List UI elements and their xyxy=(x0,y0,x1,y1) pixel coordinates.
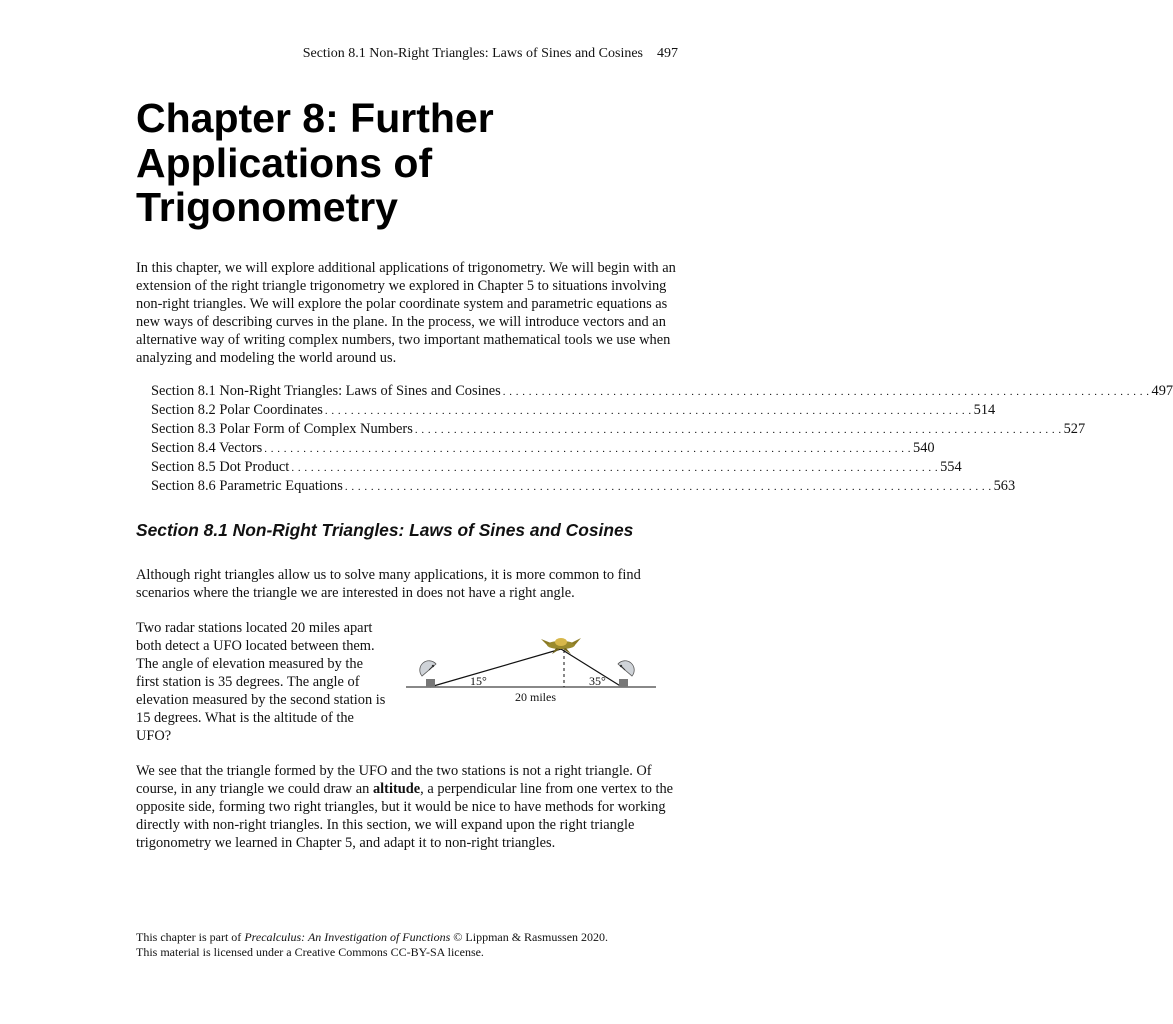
left-sight-line xyxy=(430,649,561,687)
page-number: 497 xyxy=(657,46,678,61)
paragraph-text: We see that the triangle formed by the UFO and the two stations is not a right triangle. Of course, in any triangle we could draw an xyxy=(136,763,652,797)
toc-entry-8-4[interactable] xyxy=(151,439,935,459)
section-paragraph: Although right triangles allow us to solve many applications, it is more common to find scenarios where the triangle we are interested in does not have a right angle. xyxy=(136,567,641,601)
left-radar-station-icon xyxy=(420,661,436,687)
toc-entry-label: Section 8.5 Dot Product xyxy=(151,458,290,475)
toc-entry-page: 527 xyxy=(1063,420,1086,437)
book-title: Precalculus: An Investigation of Functions xyxy=(244,930,451,944)
distance-label: 20 miles xyxy=(515,690,556,704)
running-header-title: Section 8.1 Non-Right Triangles: Laws of Sines and Cosines xyxy=(302,46,643,61)
footer-text: This chapter is part of xyxy=(136,930,245,944)
toc-entry-label: Section 8.1 Non-Right Triangles: Laws of Sines and Cosines xyxy=(151,383,501,399)
altitude-term: altitude xyxy=(372,781,421,797)
toc-entry-label: Section 8.4 Vectors xyxy=(151,439,263,456)
angle-label-left: 15° xyxy=(470,674,487,688)
chapter-intro: In this chapter, we will explore additional applications of trigonometry. We will begin with an extension of the right triangle trigonometry we explored in Chapter 5 to situations involving non-right triangles. We will explore the polar coordinate system and parametric equations as new ways of describing curves in the plane. In the process, we will introduce vectors and an alternative way of writing complex numbers, two important mathematical tools we use when analyzing and modeling the world around us. xyxy=(136,260,676,366)
toc-entry-8-6[interactable] xyxy=(151,477,1016,497)
chapter-title: Chapter 8: Further Applications of Trigonometry xyxy=(136,95,494,230)
license-footer xyxy=(136,930,696,960)
toc-leader-dots: . . . . . . . . . . . . . . . . . . . . . . . . . . . . . . . . . . . . . . . . . . . . . . . . . . . . . . . . . . . . . . . . . . . . . . . . . . . . . . . . . . . . . . . . . . . . . . . . . . . . xyxy=(291,461,939,474)
toc-entry-8-2[interactable] xyxy=(151,401,996,421)
toc-entry-label: Section 8.2 Polar Coordinates xyxy=(151,401,323,418)
toc-entry-8-1[interactable] xyxy=(151,383,1173,402)
ufo-problem-text: Two radar stations located 20 miles apart both detect a UFO located between them. The angle of elevation measured by the first station is 35 degrees. The angle of elevation measured by the second station is 15 degrees. What is the altitude of the UFO? xyxy=(136,620,386,744)
toc-leader-dots: . . . . . . . . . . . . . . . . . . . . . . . . . . . . . . . . . . . . . . . . . . . . . . . . . . . . . . . . . . . . . . . . . . . . . . . . . . . . . . . . . . . . . . . . . . . . . . . . . . . . xyxy=(414,423,1062,436)
section-heading: Section 8.1 Non-Right Triangles: Laws of Sines and Cosines xyxy=(136,520,634,540)
angle-label-right: 35° xyxy=(589,674,606,688)
toc-leader-dots: . . . . . . . . . . . . . . . . . . . . . . . . . . . . . . . . . . . . . . . . . . . . . . . . . . . . . . . . . . . . . . . . . . . . . . . . . . . . . . . . . . . . . . . . . . . . . . . . . . . . xyxy=(344,480,992,493)
toc-entry-page: 497 xyxy=(1151,383,1173,399)
toc-leader-dots: . . . . . . . . . . . . . . . . . . . . . . . . . . . . . . . . . . . . . . . . . . . . . . . . . . . . . . . . . . . . . . . . . . . . . . . . . . . . . . . . . . . . . . . . . . . . . . . . . . . . xyxy=(502,386,1150,398)
footer-line-2: This material is licensed under a Creative Commons CC-BY-SA license. xyxy=(136,945,484,959)
running-header xyxy=(136,46,678,62)
ufo-icon xyxy=(541,638,581,654)
toc-entry-page: 563 xyxy=(993,477,1016,494)
toc-entry-page: 554 xyxy=(940,458,962,475)
paragraph-text: , a perpendicular line from one vertex to the opposite side, forming two right triangles, but it would be nice to have methods for working directly with non-right triangles. In this section, we will expand upon the right triangle trigonometry we learned in Chapter 5, and adapt it to non-right triangles. xyxy=(136,781,674,851)
toc-entry-page: 514 xyxy=(973,401,996,418)
right-radar-station-icon xyxy=(618,661,634,687)
table-of-contents xyxy=(151,383,1173,496)
footer-text: © Lippman & Rasmussen 2020. xyxy=(450,930,609,944)
altitude-paragraph xyxy=(136,762,676,852)
toc-entry-label: Section 8.6 Parametric Equations xyxy=(151,477,343,494)
footer-line-1 xyxy=(136,930,696,945)
ufo-radar-diagram xyxy=(400,628,662,708)
toc-entry-label: Section 8.3 Polar Form of Complex Numbers xyxy=(151,420,413,437)
toc-entry-8-3[interactable] xyxy=(151,420,1086,440)
toc-entry-8-5[interactable] xyxy=(151,458,962,478)
toc-entry-page: 540 xyxy=(913,439,935,456)
toc-leader-dots: . . . . . . . . . . . . . . . . . . . . . . . . . . . . . . . . . . . . . . . . . . . . . . . . . . . . . . . . . . . . . . . . . . . . . . . . . . . . . . . . . . . . . . . . . . . . . . . . . . . . xyxy=(324,404,972,417)
toc-leader-dots: . . . . . . . . . . . . . . . . . . . . . . . . . . . . . . . . . . . . . . . . . . . . . . . . . . . . . . . . . . . . . . . . . . . . . . . . . . . . . . . . . . . . . . . . . . . . . . . . . . . . xyxy=(264,442,911,455)
